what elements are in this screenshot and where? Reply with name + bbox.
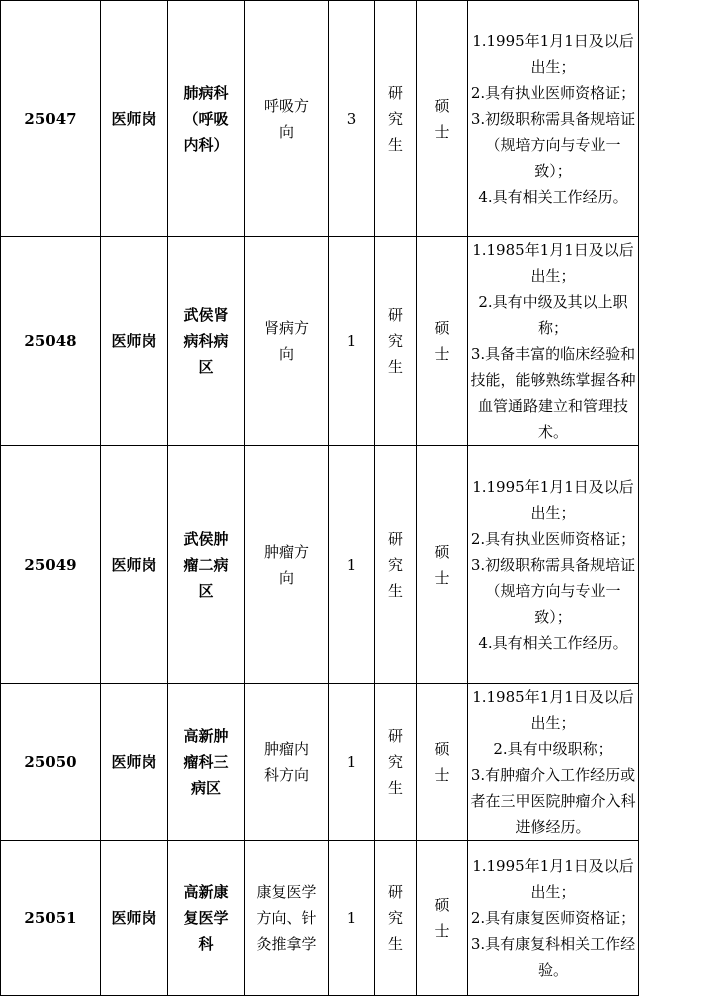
specialty: 肿瘤内科方向 (245, 684, 329, 841)
degree: 硕士 (417, 1, 468, 237)
requirement-item: 1.1995年1月1日及以后出生； (472, 477, 634, 522)
education: 研究生 (375, 237, 417, 446)
requirement-item: 3.具有康复科相关工作经验。 (470, 935, 636, 979)
requirement-item: 3.具备丰富的临床经验和技能，能够熟练掌握各种血管通路建立和管理技术。 (470, 345, 636, 441)
requirement-item: 3.有肿瘤介入工作经历或者在三甲医院肿瘤介入科进修经历。 (470, 766, 636, 836)
table-row (1, 237, 639, 446)
department: 高新康复医学科 (168, 841, 245, 996)
headcount: 1 (329, 446, 375, 684)
position-code: 25047 (1, 1, 101, 237)
requirement-item: 1.1995年1月1日及以后出生； (472, 857, 634, 901)
headcount: 1 (329, 237, 375, 446)
education: 研究生 (375, 684, 417, 841)
requirement-item: 3.初级职称需具备规培证（规培方向与专业一致）； (470, 555, 636, 626)
requirements (468, 1, 639, 237)
department: 高新肿瘤科三病区 (168, 684, 245, 841)
requirements (468, 446, 639, 684)
degree: 硕士 (417, 841, 468, 996)
requirement-item: 2.具有中级职称； (493, 740, 613, 758)
position-code: 25049 (1, 446, 101, 684)
table-row (1, 1, 639, 237)
specialty: 呼吸方向 (245, 1, 329, 237)
requirements (468, 841, 639, 996)
post-type: 医师岗 (101, 841, 168, 996)
post-type: 医师岗 (101, 684, 168, 841)
position-code: 25048 (1, 237, 101, 446)
specialty: 康复医学方向、针灸推拿学 (245, 841, 329, 996)
headcount: 3 (329, 1, 375, 237)
requirements (468, 237, 639, 446)
requirement-item: 2.具有执业医师资格证； (470, 83, 636, 102)
department: 武侯肾病科病区 (168, 237, 245, 446)
department: 肺病科（呼吸内科） (168, 1, 245, 237)
education: 研究生 (375, 446, 417, 684)
table-row (1, 684, 639, 841)
post-type: 医师岗 (101, 237, 168, 446)
department: 武侯肿瘤二病区 (168, 446, 245, 684)
specialty: 肿瘤方向 (245, 446, 329, 684)
post-type: 医师岗 (101, 446, 168, 684)
table-row (1, 446, 639, 684)
specialty: 肾病方向 (245, 237, 329, 446)
requirement-item: 4.具有相关工作经历。 (478, 633, 628, 652)
requirements (468, 684, 639, 841)
education: 研究生 (375, 841, 417, 996)
post-type: 医师岗 (101, 1, 168, 237)
education: 研究生 (375, 1, 417, 237)
degree: 硕士 (417, 446, 468, 684)
requirement-item: 2.具有康复医师资格证； (470, 909, 636, 927)
position-code: 25050 (1, 684, 101, 841)
requirement-item: 1.1985年1月1日及以后出生； (472, 688, 634, 732)
headcount: 1 (329, 841, 375, 996)
degree: 硕士 (417, 237, 468, 446)
requirement-item: 3.初级职称需具备规培证（规培方向与专业一致）； (470, 109, 636, 180)
degree: 硕士 (417, 684, 468, 841)
headcount: 1 (329, 684, 375, 841)
requirement-item: 1.1995年1月1日及以后出生； (472, 31, 634, 76)
requirement-item: 4.具有相关工作经历。 (478, 187, 628, 206)
table-row (1, 841, 639, 996)
requirement-item: 2.具有执业医师资格证； (470, 529, 636, 548)
requirement-item: 1.1985年1月1日及以后出生； (472, 241, 634, 285)
requirement-item: 2.具有中级及其以上职称； (478, 293, 628, 337)
position-code: 25051 (1, 841, 101, 996)
